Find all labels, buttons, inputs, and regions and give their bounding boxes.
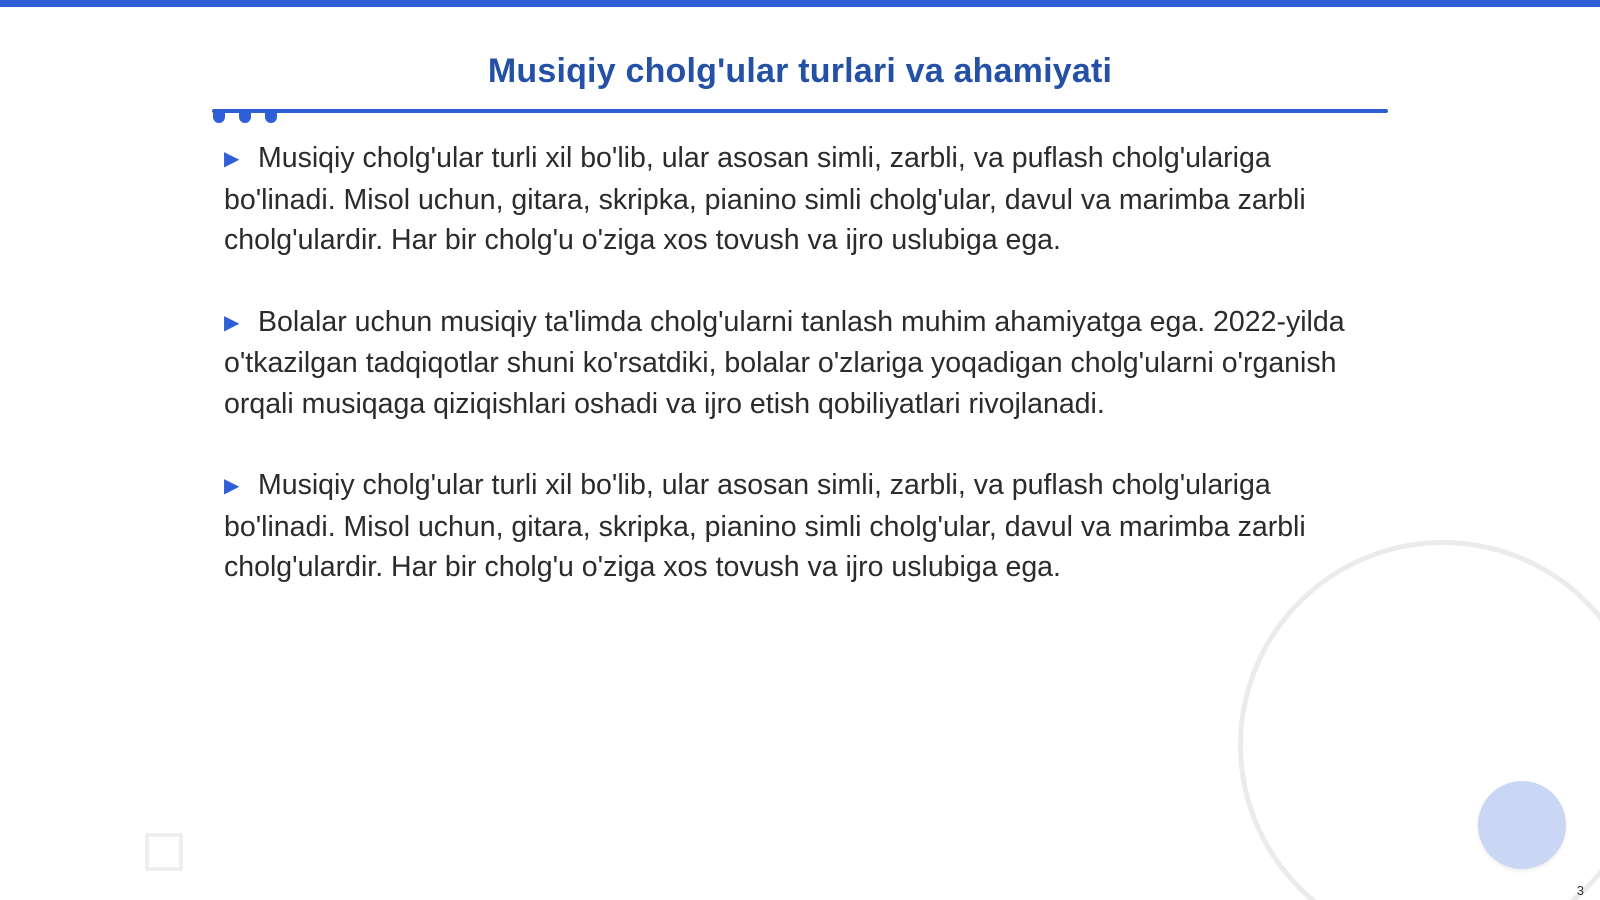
bullet-paragraph [224,302,1374,425]
paragraph-text: Musiqiy cholg'ular turli xil bo'lib, ular asosan simli, zarbli, va puflash cholg'ulariga bo'linadi. Misol uchun, gitara, skripka, pianino simli cholg'ular, davul va marimba zarbli cholg'ulardir. Har bir cholg'u o'ziga xos tovush va ijro uslubiga ega. [224,469,1306,583]
page-number: 3 [1576,883,1584,898]
slide-title: Musiqiy cholg'ular turlari va ahamiyati [487,52,1113,90]
underline-dot-2 [239,113,251,123]
bullet-paragraph [224,138,1374,261]
paragraph-text: Musiqiy cholg'ular turli xil bo'lib, ular asosan simli, zarbli, va puflash cholg'ulariga bo'linadi. Misol uchun, gitara, skripka, pianino simli cholg'ular, davul va marimba zarbli cholg'ulardir. Har bir cholg'u o'ziga xos tovush va ijro uslubiga ega. [224,142,1306,256]
triangle-right-icon: ▶ [224,148,240,170]
triangle-right-icon: ▶ [224,475,240,497]
triangle-right-icon: ▶ [224,311,240,334]
bullet-list [224,138,1374,629]
underline-dot-3 [265,113,277,123]
underline-dot-1 [213,113,225,123]
decorative-circle-filled [1478,781,1566,869]
decorative-square-outline [145,833,183,871]
bullet-paragraph [224,465,1374,588]
title-underline [212,109,1388,113]
top-accent-bar [0,0,1600,7]
paragraph-text: Bolalar uchun musiqiy ta'limda cholg'ularni tanlash muhim ahamiyatga ega. 2022-yilda o'tkazilgan tadqiqotlar shuni ko'rsatdiki, bolalar o'zlariga yoqadigan cholg'ularni o'rganish orqali musiqaga qiziqishlari oshadi va ijro etish qobiliyatlari rivojlanadi. [224,305,1345,420]
